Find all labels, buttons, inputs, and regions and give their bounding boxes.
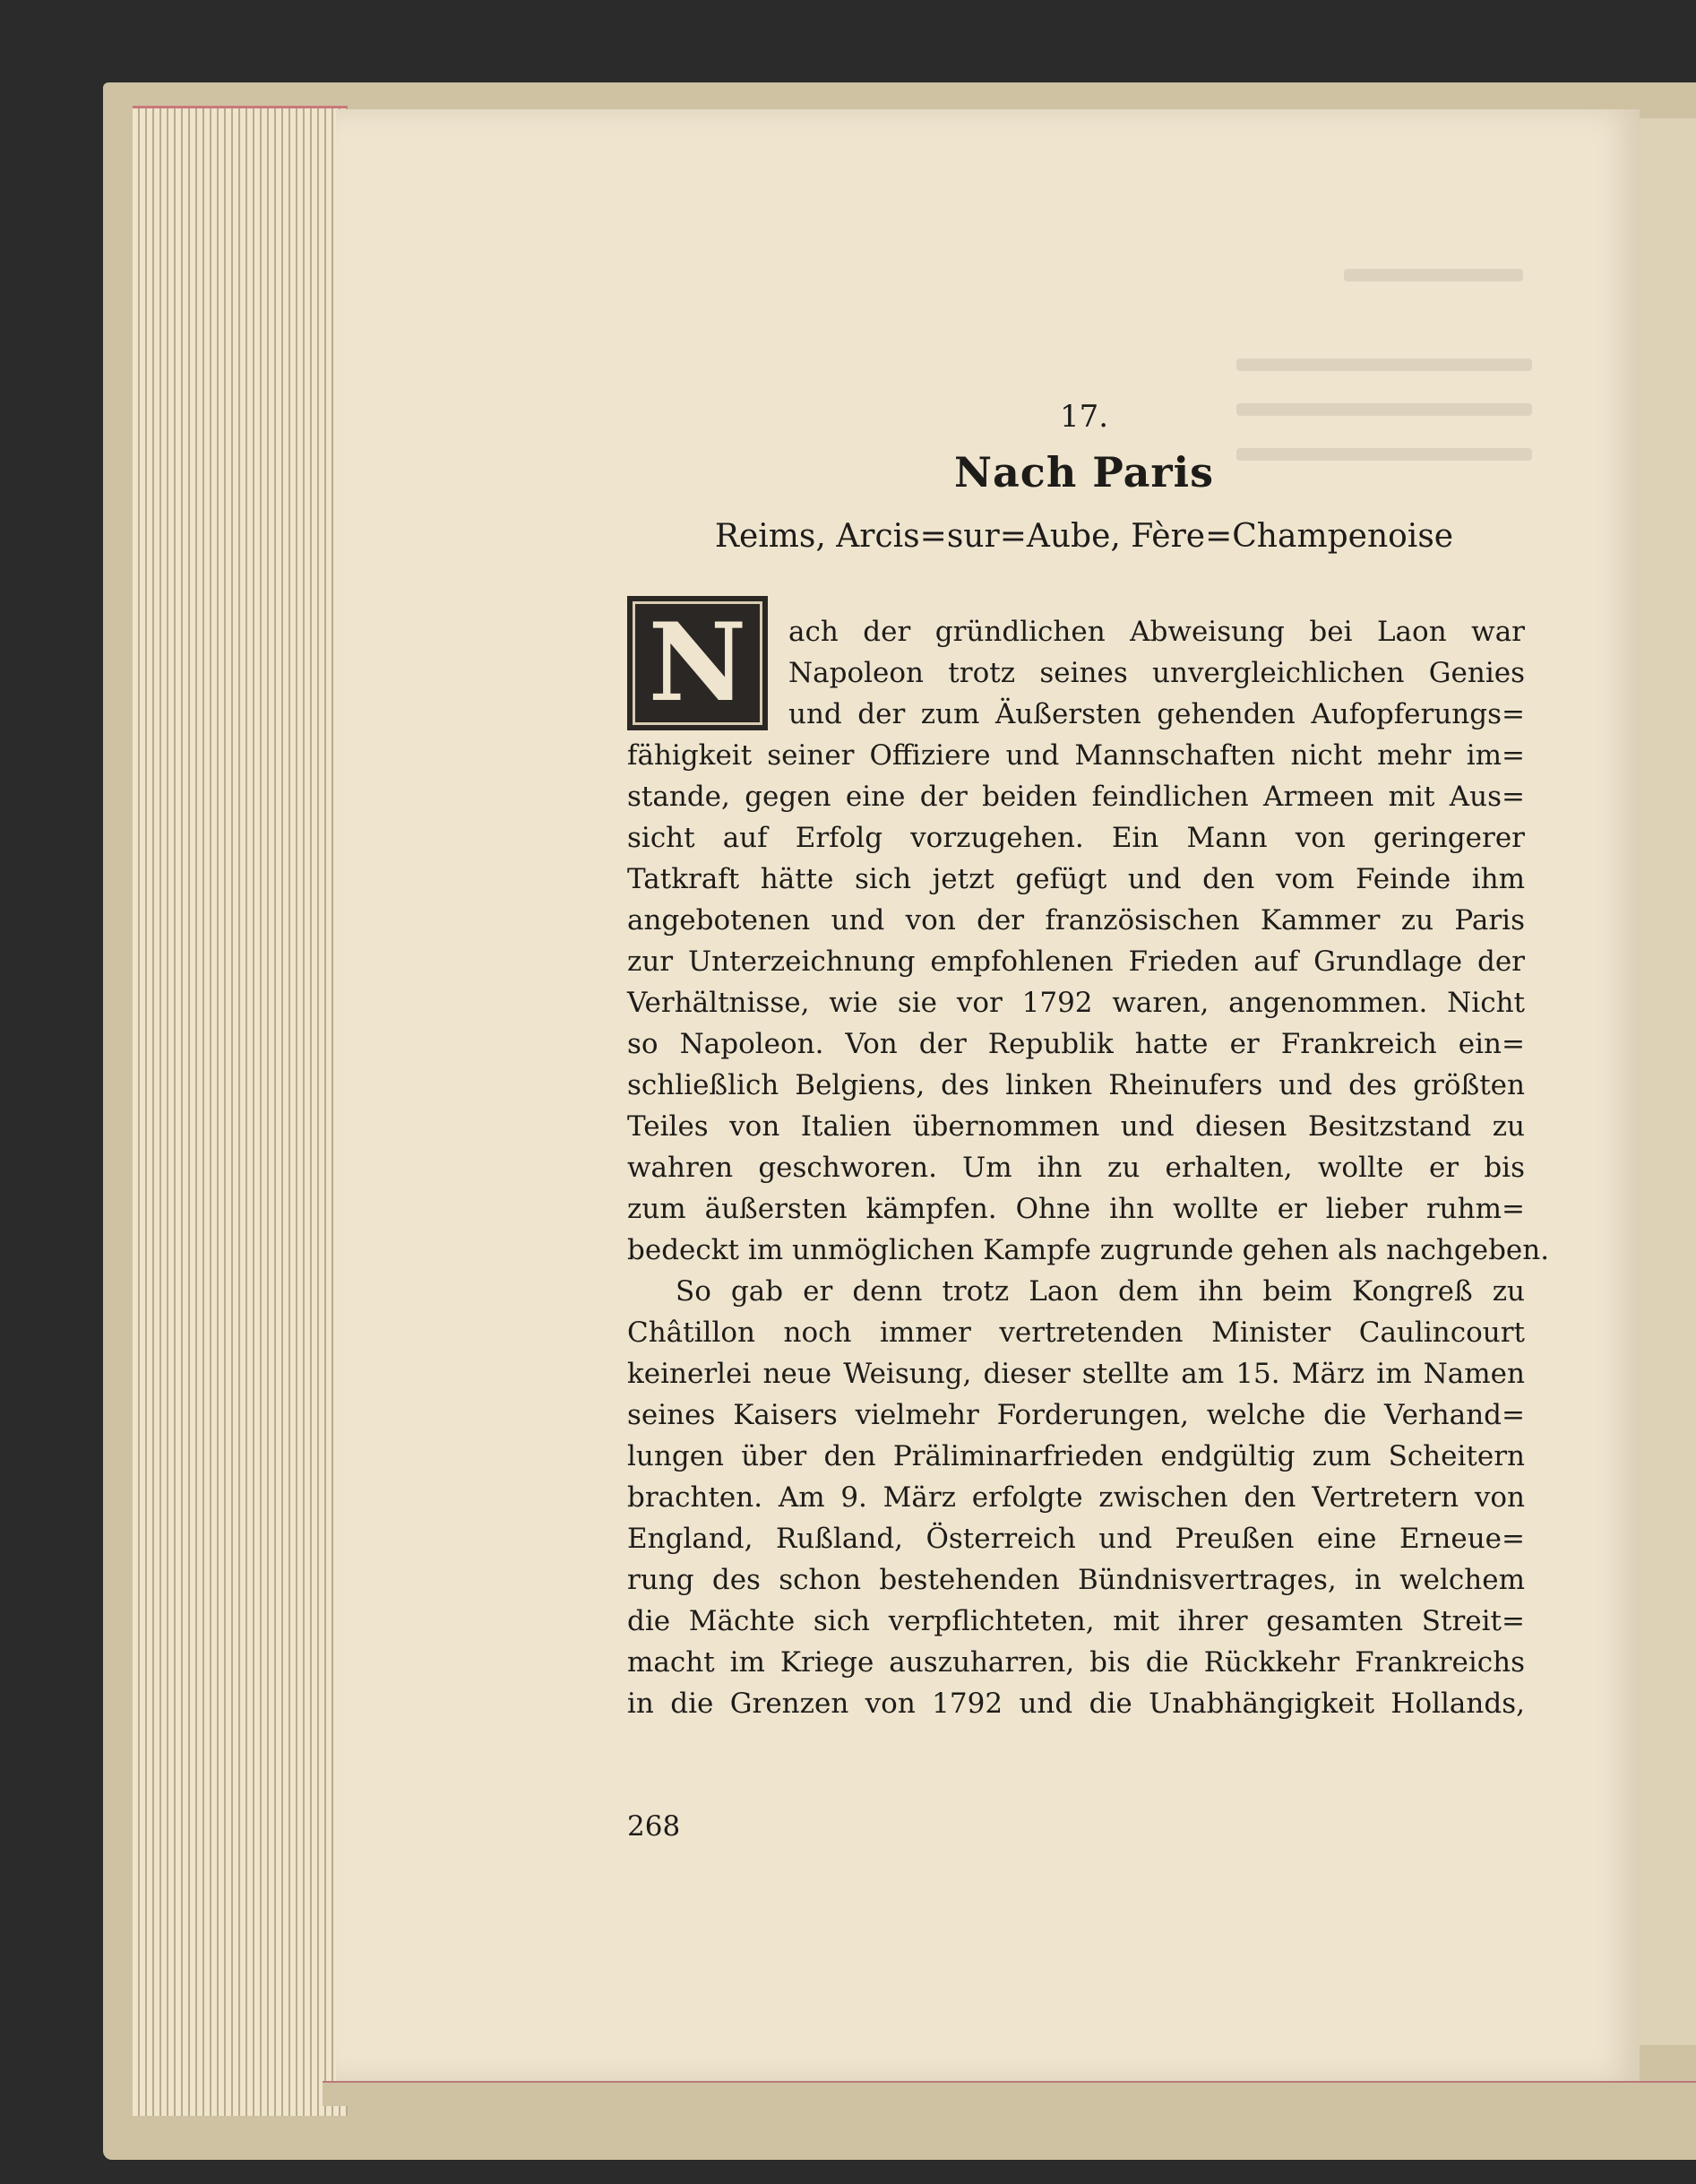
- text-line: macht im Kriege auszuharren, bis die Rückkehr Frankreichs: [627, 1646, 1525, 1679]
- text-line: schließlich Belgiens, des linken Rheinufers und des größten: [627, 1069, 1525, 1101]
- text-line: lungen über den Präliminarfrieden endgültig zum Scheitern: [627, 1440, 1525, 1472]
- text-line: seines Kaisers vielmehr Forderungen, welche die Verhand=: [627, 1399, 1525, 1431]
- bleed-through-mark: [1236, 403, 1532, 416]
- text-line: So gab er denn trotz Laon dem ihn beim Kongreß zu: [676, 1275, 1525, 1308]
- page-number: 268: [627, 1810, 681, 1843]
- text-line: so Napoleon. Von der Republik hatte er Frankreich ein=: [627, 1028, 1525, 1060]
- text-line: in die Grenzen von 1792 und die Unabhängigkeit Hollands,: [627, 1688, 1525, 1720]
- text-line: Verhältnisse, wie sie vor 1792 waren, angenommen. Nicht: [627, 987, 1525, 1019]
- text-line: bedeckt im unmöglichen Kampfe zugrunde gehen als nachgeben.: [627, 1234, 1550, 1266]
- text-line: zur Unterzeichnung empfohlenen Frieden auf Grundlage der: [627, 945, 1525, 978]
- text-line: brachten. Am 9. März erfolgte zwischen den Vertretern von: [627, 1481, 1525, 1514]
- text-line: fähigkeit seiner Offiziere und Mannschaften nicht mehr im=: [627, 739, 1525, 772]
- page-edges: [133, 106, 348, 2116]
- text-line: stande, gegen eine der beiden feindlichen Armeen mit Aus=: [627, 781, 1525, 813]
- text-line: Napoleon trotz seines unvergleichlichen Genies: [788, 657, 1525, 689]
- text-line: zum äußersten kämpfen. Ohne ihn wollte er lieber ruhm=: [627, 1193, 1525, 1225]
- text-line: die Mächte sich verpflichteten, mit ihrer gesamten Streit=: [627, 1605, 1525, 1637]
- initial-letter: N: [648, 600, 747, 726]
- book-cover-bottom: [323, 2081, 1696, 2106]
- bleed-through-mark: [1344, 269, 1523, 281]
- text-line: Châtillon noch immer vertretenden Minister Caulincourt: [627, 1316, 1525, 1349]
- text-line: England, Rußland, Österreich und Preußen eine Erneue=: [627, 1523, 1525, 1555]
- text-line: sicht auf Erfolg vorzugehen. Ein Mann von geringerer: [627, 822, 1525, 854]
- text-line: Tatkraft hätte sich jetzt gefügt und den vom Feinde ihm: [627, 863, 1525, 895]
- chapter-subtitle: Reims, Arcis=sur=Aube, Fère=Champenoise: [714, 518, 1454, 555]
- chapter-number: 17.: [1059, 399, 1109, 435]
- bleed-through-mark: [1236, 358, 1532, 371]
- decorated-initial: [627, 596, 768, 730]
- chapter-title: Nach Paris: [953, 448, 1215, 496]
- text-line: und der zum Äußersten gehenden Aufopferungs=: [788, 698, 1525, 730]
- text-line: keinerlei neue Weisung, dieser stellte am 15. März im Namen: [627, 1358, 1525, 1390]
- text-line: rung des schon bestehenden Bündnisvertrages, in welchem: [627, 1564, 1525, 1596]
- text-line: Teiles von Italien übernommen und diesen Besitzstand zu: [627, 1110, 1525, 1143]
- text-line: ach der gründlichen Abweisung bei Laon war: [788, 616, 1525, 648]
- facing-page-edge: [1640, 118, 1696, 2045]
- text-line: angebotenen und von der französischen Kammer zu Paris: [627, 904, 1525, 937]
- text-line: wahren geschworen. Um ihn zu erhalten, wollte er bis: [627, 1152, 1525, 1184]
